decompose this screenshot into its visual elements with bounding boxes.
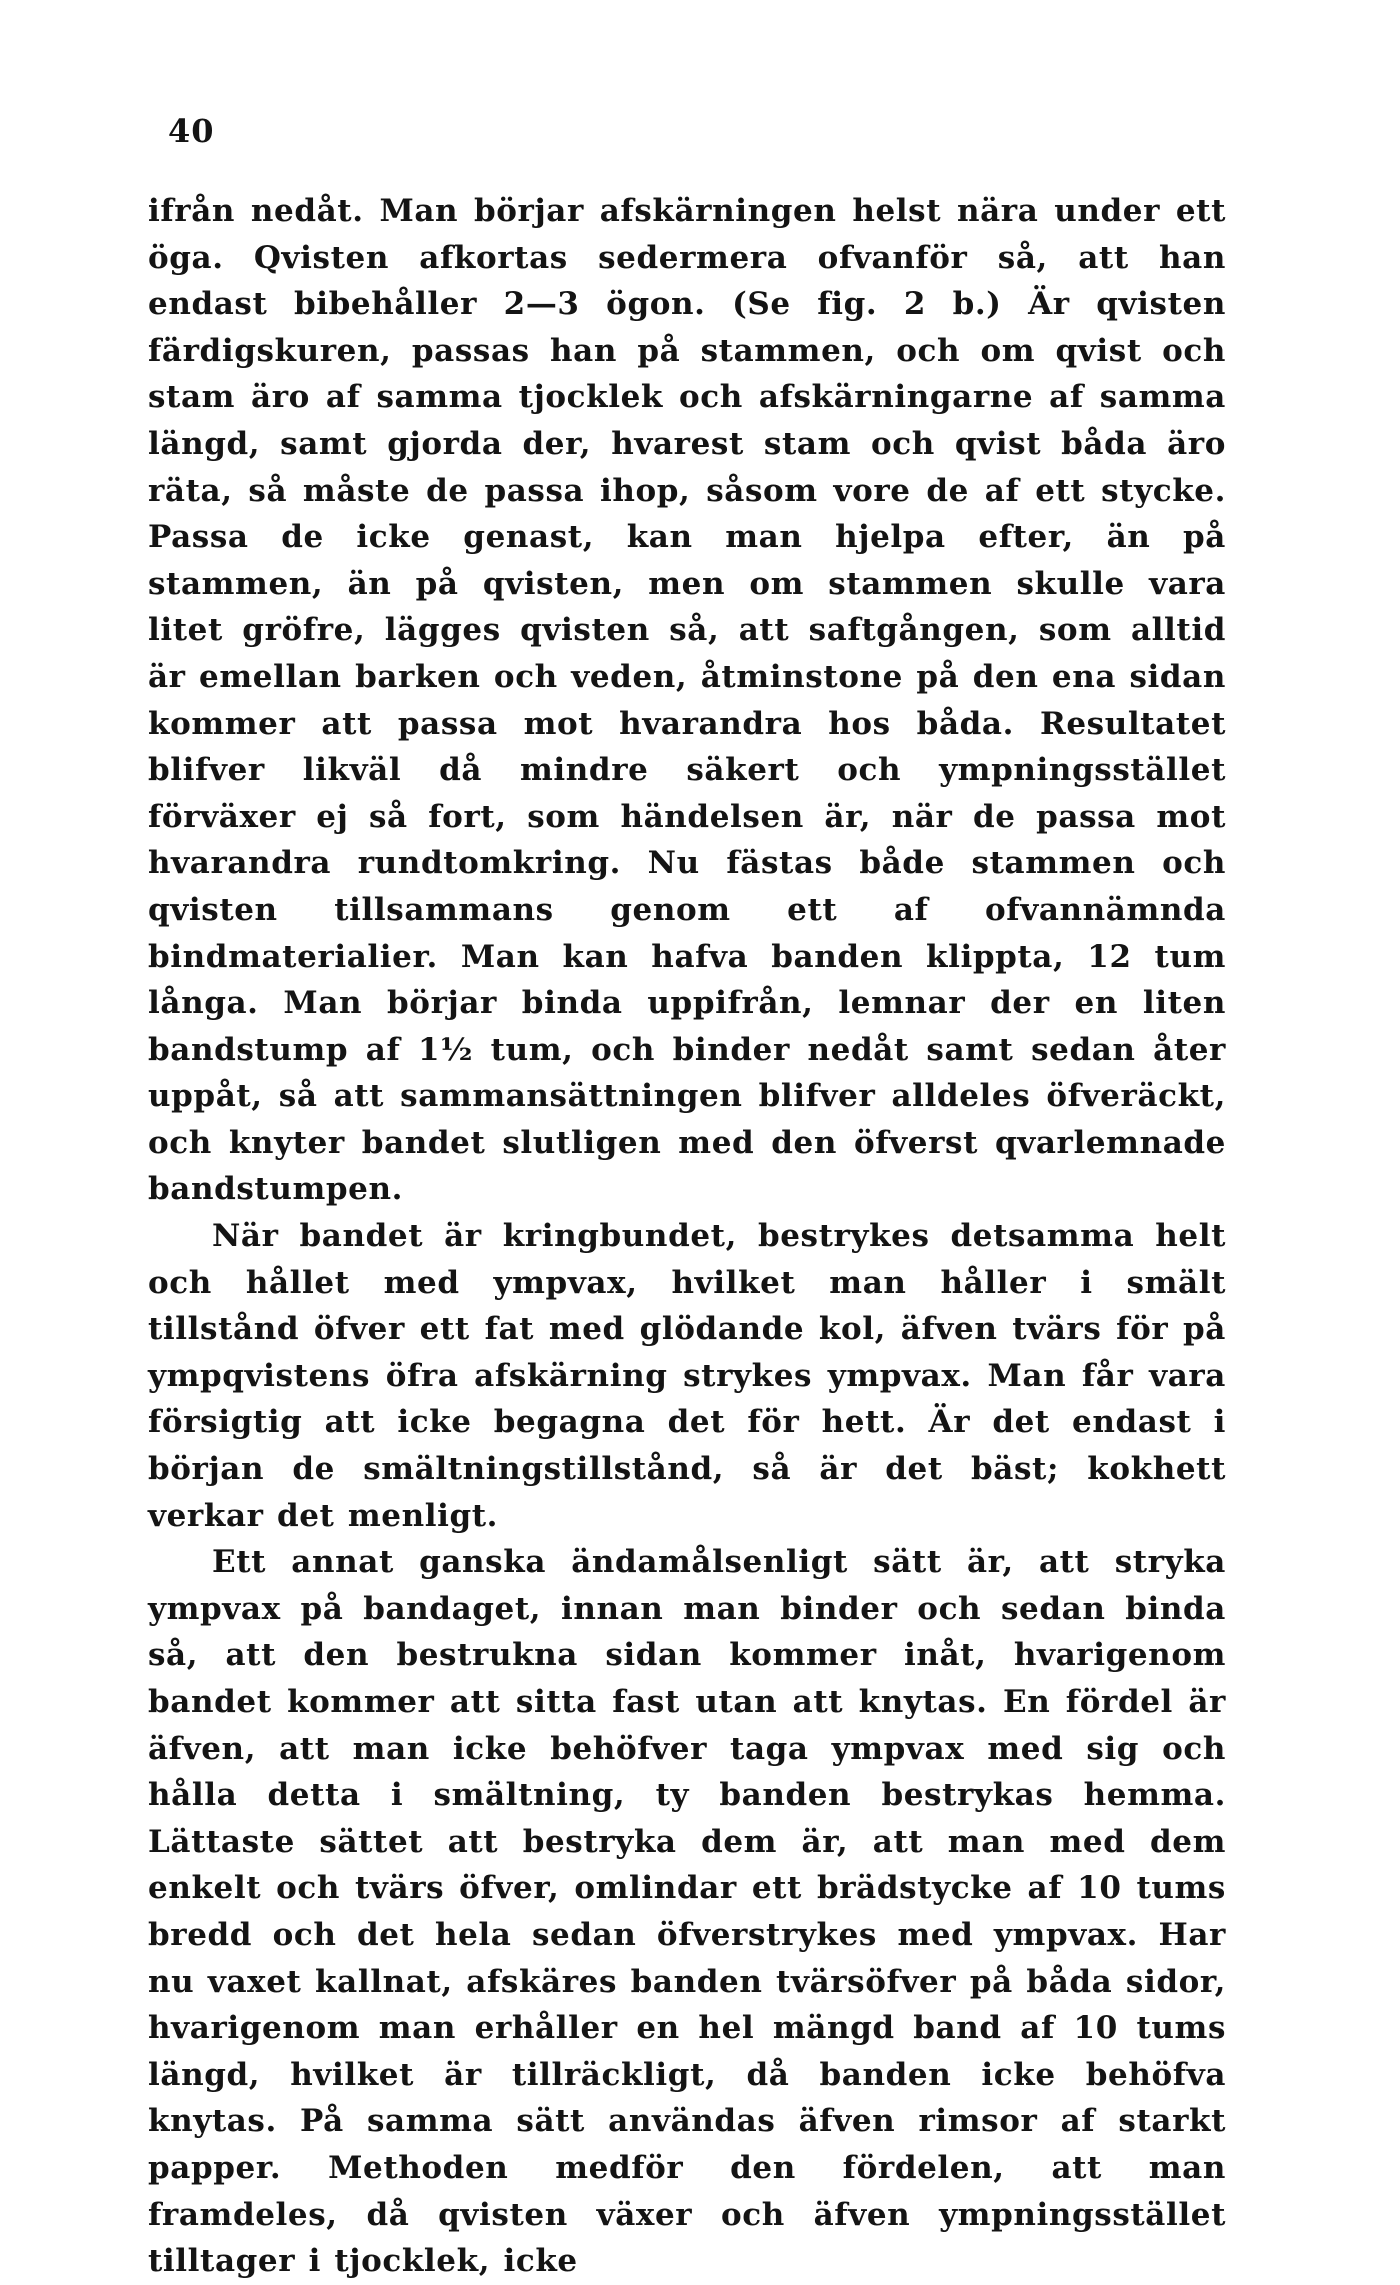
paragraph-2: När bandet är kringbundet, bestrykes detsamma helt och hållet med ympvax, hvilket man håller i smält tillstånd öfver ett fat med glödande kol, äfven tvärs för på ympqvistens öfra afskärning strykes ympvax. Man får vara försigtig att icke begagna det för hett. Är det endast i början de smältningstillstånd, så är det bäst; kokhett verkar det menligt. — [148, 1218, 1226, 1534]
paragraph-1: ifrån nedåt. Man börjar afskärningen helst nära under ett öga. Qvisten afkortas sedermera ofvanför så, att han endast bibehåller 2—3 ögon. (Se fig. 2 b.) Är qvisten färdigskuren, passas han på stammen, och om qvist och stam äro af samma tjocklek och afskärningarne af samma längd, samt gjorda der, hvarest stam och qvist båda äro räta, så måste de passa ihop, såsom vore de af ett stycke. Passa de icke genast, kan man hjelpa efter, än på stammen, än på qvisten, men om stammen skulle vara litet gröfre, lägges qvisten så, att saftgången, som alltid är emellan barken och veden, åtminstone på den ena sidan kommer att passa mot hvarandra hos båda. Resultatet blifver likväl då mindre säkert och ympningsstället förväxer ej så fort, som händelsen är, när de passa mot hvarandra rundtomkring. Nu fästas både stammen och qvisten tillsammans genom ett af ofvannämnda bindmaterialier. Man kan hafva banden klippta, 12 tum långa. Man börjar binda uppifrån, lemnar der en liten bandstump af 1½ tum, och binder nedåt samt sedan åter uppåt, så att sammansättningen blifver alldeles öfveräckt, och knyter bandet slutligen med den öfverst qvarlemnade bandstumpen. — [148, 193, 1226, 1208]
page-number: 40 — [168, 112, 215, 150]
paragraph-3: Ett annat ganska ändamålsenligt sätt är, att stryka ympvax på bandaget, innan man binder och sedan binda så, att den bestrukna sidan kommer inåt, hvarigenom bandet kommer att sitta fast utan att knytas. En fördel är äfven, att man icke behöfver taga ympvax med sig och hålla detta i smältning, ty banden bestrykas hemma. Lättaste sättet att bestryka dem är, att man med dem enkelt och tvärs öfver, omlindar ett brädstycke af 10 tums bredd och det hela sedan öfverstrykes med ympvax. Har nu vaxet kallnat, afskäres banden tvärsöfver på båda sidor, hvarigenom man erhåller en hel mängd band af 10 tums längd, hvilket är tillräckligt, då banden icke behöfva knytas. På samma sätt användas äfven rimsor af starkt papper. Methoden medför den fördelen, att man framdeles, då qvisten växer och äfven ympningsstället tilltager i tjocklek, icke — [148, 1544, 1226, 2280]
body-text — [148, 188, 1226, 2285]
